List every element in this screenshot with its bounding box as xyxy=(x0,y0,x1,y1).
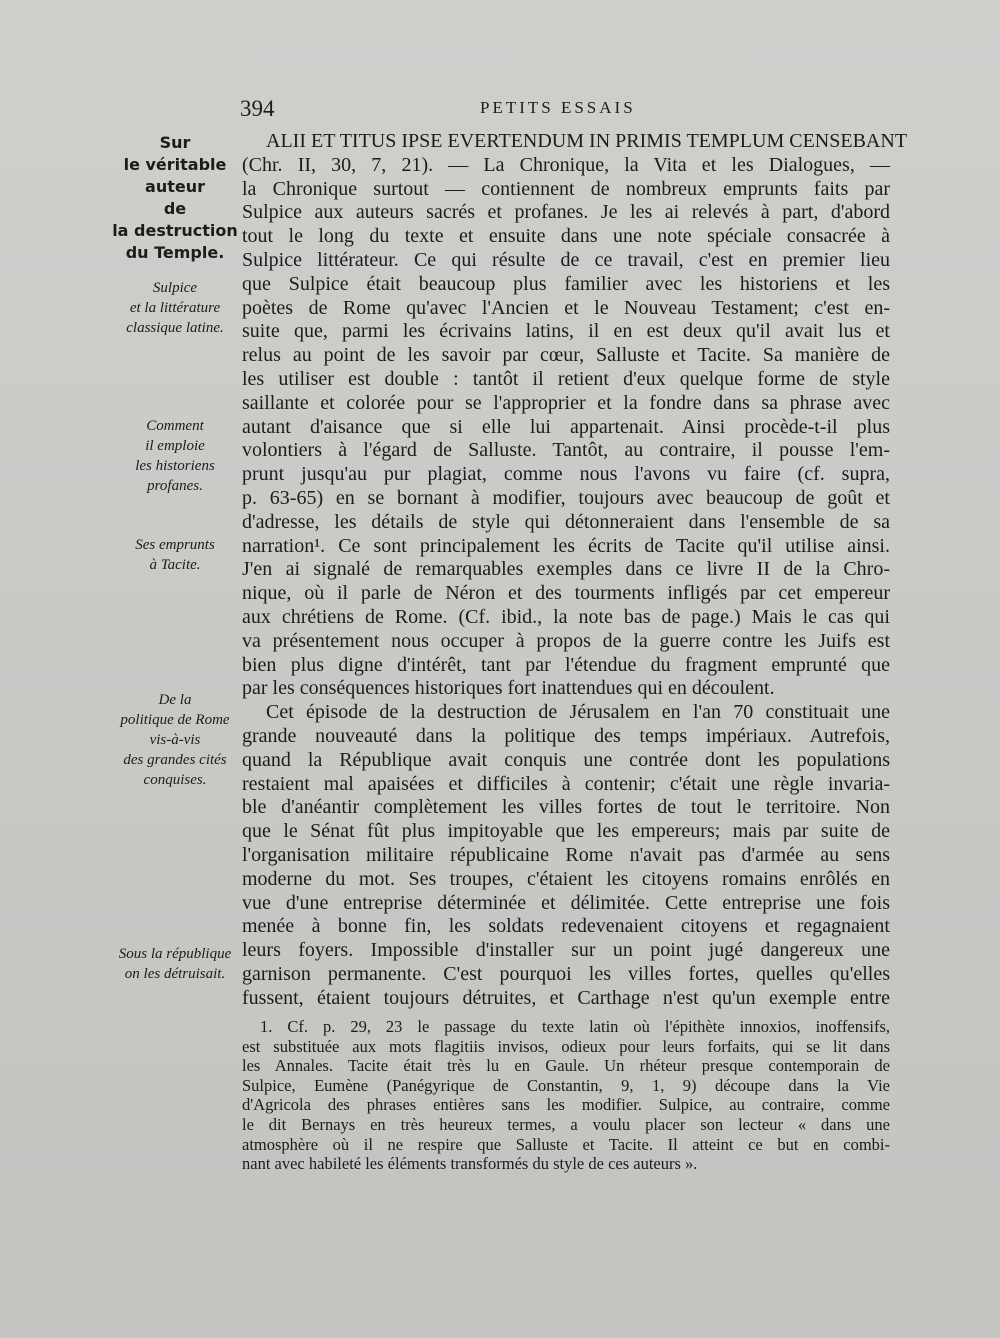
margin-note-line: à Tacite. xyxy=(149,557,201,573)
page-number: 394 xyxy=(240,96,275,121)
running-title: PETITS ESSAIS xyxy=(480,98,636,117)
margin-note-line: Comment xyxy=(146,418,204,434)
body-line: saillante et colorée pour se l'approprier et la fondre dans sa phrase avec xyxy=(242,391,890,414)
body-line: volontiers à l'égard de Salluste. Tantôt, au contraire, il pousse l'em- xyxy=(242,439,890,462)
margin-note-line: Sous la république xyxy=(118,946,232,962)
body-line: l'organisation militaire républicaine Rome n'avait pas d'armée au sens xyxy=(242,843,890,866)
margin-note-republique xyxy=(108,944,242,984)
side-heading-line: la destruction xyxy=(112,221,238,240)
footnote-line: atmosphère où il ne respire que Salluste et Tacite. Il atteint ce but en combi- xyxy=(242,1134,890,1154)
body-line: grande nouveauté dans la politique des temps impériaux. Autrefois, xyxy=(242,724,890,747)
side-heading-line: de xyxy=(163,199,187,218)
margin-note-historiens xyxy=(108,416,242,496)
body-line: Sulpice littérateur. Ce qui résulte de ce travail, c'est en premier lieu xyxy=(242,248,890,271)
margin-note-line: Ses emprunts xyxy=(135,537,215,553)
margin-note-line: et la littérature xyxy=(129,300,221,316)
body-line: que Sulpice était beaucoup plus familier avec les historiens et les xyxy=(242,272,890,295)
side-heading-line: Sur xyxy=(159,133,191,152)
margin-note-line: classique latine. xyxy=(126,320,224,336)
footnote-line: 1. Cf. p. 29, 23 le passage du texte latin où l'épithète innoxios, inoffensifs, xyxy=(260,1017,890,1036)
body-line: suite que, parmi les écrivains latins, il en est deux qu'il avait lus et xyxy=(242,320,890,343)
body-line: p. 63-65) en se bornant à modifier, toujours avec beaucoup de goût et xyxy=(242,486,890,509)
side-heading-line: le véritable xyxy=(123,155,227,174)
body-line: les utiliser est double : tantôt il retient d'eux quelque forme de style xyxy=(242,367,890,390)
body-line: par les conséquences historiques fort inattendues qui en découlent. xyxy=(242,677,775,700)
body-line: que le Sénat fût plus impitoyable que les empereurs; mais par suite de xyxy=(242,820,890,843)
body-line: autant d'aisance que si elle lui appartenait. Ainsi procède-t-il plus xyxy=(242,415,890,438)
side-heading-line: du Temple. xyxy=(125,243,225,262)
margin-note-politique xyxy=(108,690,242,790)
body-line: quand la République avait conquis une contrée dont les populations xyxy=(242,748,890,771)
body-text xyxy=(242,130,908,1010)
body-line: ALII ET TITUS IPSE EVERTENDUM IN PRIMIS TEMPLUM CENSEBANT xyxy=(266,130,908,152)
body-line: garnison permanente. C'est pourquoi les villes fortes, quelles qu'elles xyxy=(242,962,890,985)
body-line: bien plus digne d'intérêt, tant par l'étendue du fragment emprunté que xyxy=(242,653,890,676)
body-line: J'en ai signalé de remarquables exemples dans ce livre II de la Chro- xyxy=(242,558,890,581)
footnote-line: Sulpice, Eumène (Panégyrique de Constantin, 9, 1, 9) découpe dans la Vie xyxy=(242,1075,890,1095)
margin-note-tacite xyxy=(108,535,242,575)
body-line: relus au point de les savoir par cœur, Salluste et Tacite. Sa manière de xyxy=(242,344,890,367)
body-line: menée à bonne fin, les soldats redevenaient citoyens et regagnaient xyxy=(242,915,890,938)
margin-note-sulpice xyxy=(108,278,242,338)
body-line: aux chrétiens de Rome. (Cf. ibid., la note bas de page.) Mais le cas qui xyxy=(242,605,890,628)
body-line: narration¹. Ce sont principalement les écrits de Tacite qu'il utilise ainsi. xyxy=(242,534,890,557)
body-line: va présentement nous occuper à propos de la guerre contre les Juifs est xyxy=(242,629,890,652)
body-line: la Chronique surtout — contiennent de nombreux emprunts faits par xyxy=(242,177,890,200)
margin-note-line: politique de Rome xyxy=(120,712,230,728)
margin-note-line: profanes. xyxy=(147,478,203,494)
body-line: moderne du mot. Ses troupes, c'étaient les citoyens romains enrôlés en xyxy=(242,867,890,890)
body-line: d'adresse, les détails de style qui détonneraient dans l'ensemble de sa xyxy=(242,510,890,533)
margin-note-line: des grandes cités xyxy=(123,752,227,768)
body-line: prunt jusqu'au pur plagiat, comme nous l'avons vu faire (cf. supra, xyxy=(242,463,890,486)
footnote-line: nant avec habileté les éléments transformés du style de ces auteurs ». xyxy=(242,1154,698,1174)
body-line: Cet épisode de la destruction de Jérusalem en l'an 70 constituait une xyxy=(266,701,890,724)
margin-note-line: il emploie xyxy=(145,438,205,454)
footnotes xyxy=(242,1017,890,1174)
body-line: leurs foyers. Impossible d'installer sur un point jugé dangereux une xyxy=(242,939,890,962)
margin-note-line: Sulpice xyxy=(152,280,198,296)
side-heading xyxy=(108,132,242,264)
side-heading-line: auteur xyxy=(145,177,205,196)
body-line: tout le long du texte et ensuite dans une note spéciale consacrée à xyxy=(242,225,890,248)
body-line: Sulpice aux auteurs sacrés et profanes. Je les ai relevés à part, d'abord xyxy=(242,201,890,224)
margin-note-line: conquises. xyxy=(143,772,207,788)
margin-note-line: on les détruisait. xyxy=(124,966,226,982)
margin-note-line: De la xyxy=(158,692,192,708)
margin-note-line: les historiens xyxy=(135,458,215,474)
page-header xyxy=(240,96,890,126)
body-line: vue d'une entreprise déterminée et délimitée. Cette entreprise une fois xyxy=(242,891,890,914)
footnote-line: est substituée aux mots flagitiis invisos, odieux pour leurs forfaits, qui se lit dans xyxy=(242,1036,890,1056)
footnote-line: d'Agricola des phrases entières sans les modifier. Sulpice, au contraire, comme xyxy=(242,1095,890,1115)
body-line: fussent, étaient toujours détruites, et Carthage n'est qu'un exemple entre xyxy=(242,986,890,1009)
margin-note-line: vis-à-vis xyxy=(149,732,201,748)
footnote-line: les Annales. Tacite était très lu en Gaule. Un rhéteur presque contemporain de xyxy=(242,1056,890,1076)
body-line: poètes de Rome qu'avec l'Ancien et le Nouveau Testament; c'est en- xyxy=(242,296,890,319)
body-line: restaient mal apaisées et difficiles à contenir; c'était une règle invaria- xyxy=(242,772,890,795)
body-line: (Chr. II, 30, 7, 21). — La Chronique, la Vita et les Dialogues, — xyxy=(242,153,890,176)
footnote-line: le dit Bernays en très heureux termes, a voulu placer son lecteur « dans une xyxy=(242,1114,890,1134)
body-line: ble d'anéantir complètement les villes fortes de tout le territoire. Non xyxy=(242,796,890,819)
body-line: nique, où il parle de Néron et des tourments infligés par cet empereur xyxy=(242,582,890,605)
